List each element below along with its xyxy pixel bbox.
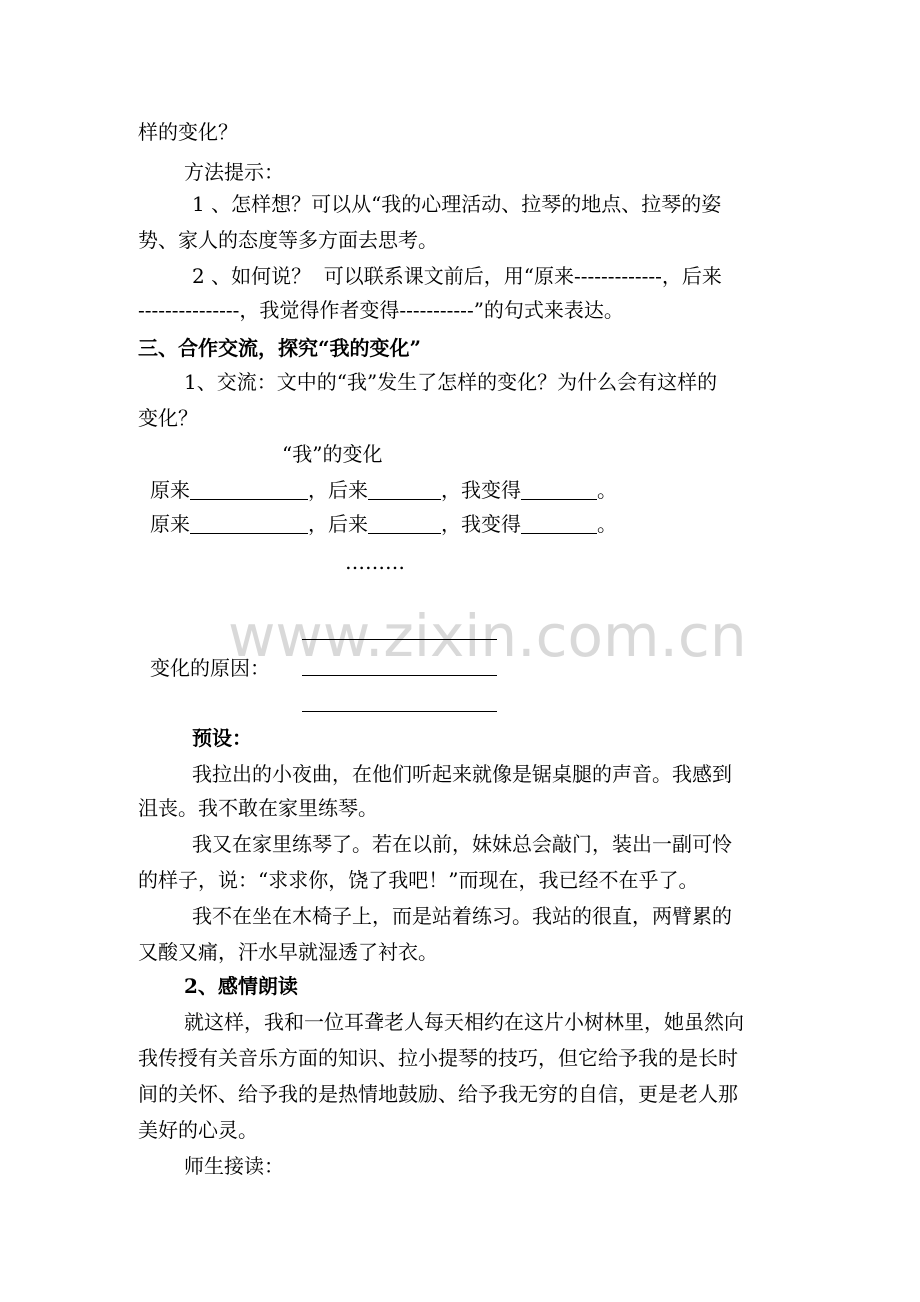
paragraph-line: 我拉出的小夜曲，在他们听起来就像是锯桌腿的声音。我感到 <box>192 762 732 786</box>
paragraph-line: 沮丧。我不敢在家里练琴。 <box>138 796 378 820</box>
paragraph-line: 2 、如何说？ 可以联系课文前后，用“原来-------------，后来 <box>192 264 722 288</box>
fill-row-label: 原来 <box>150 512 190 536</box>
fill-row-label: ，我变得 <box>441 512 521 536</box>
paragraph-line: 我传授有关音乐方面的知识、拉小提琴的技巧，但它给予我的是长时 <box>138 1046 738 1070</box>
paragraph-line: 1、交流：文中的“我”发生了怎样的变化？为什么会有这样的 <box>184 370 718 394</box>
watermark: www.zixin.com.cn <box>228 602 747 670</box>
paragraph-line: 的样子，说：“求求你，饶了我吧！”而现在，我已经不在乎了。 <box>138 868 699 892</box>
blank-underline <box>368 513 441 534</box>
preset-heading: 预设： <box>192 726 252 750</box>
table-caption: “我”的变化 <box>282 442 383 466</box>
fill-row-label: 。 <box>597 478 617 502</box>
section-heading: 三、合作交流，探究“我的变化” <box>138 336 422 360</box>
fill-row-label: ，后来 <box>308 478 368 502</box>
blank-underline <box>521 479 597 500</box>
fill-row <box>150 478 617 502</box>
fill-row <box>150 512 617 536</box>
method-hint-heading: 方法提示： <box>184 160 284 184</box>
paragraph-line: 1 、怎样想？可以从“我的心理活动、拉琴的地点、拉琴的姿 <box>192 192 722 216</box>
blank-underline <box>368 479 441 500</box>
blank-underline <box>302 675 497 676</box>
blank-underline <box>190 513 308 534</box>
section-heading: 2、感情朗读 <box>184 974 298 998</box>
paragraph-line: 间的关怀、给予我的是热情地鼓励、给予我无穷的自信，更是老人那 <box>138 1082 738 1106</box>
fill-row-label: ，我变得 <box>441 478 521 502</box>
paragraph-line: 我不在坐在木椅子上，而是站着练习。我站的很直，两臂累的 <box>192 904 732 928</box>
blank-underline <box>302 711 497 712</box>
ellipsis: ……… <box>345 550 405 574</box>
change-reason-label: 变化的原因： <box>150 656 270 680</box>
paragraph-line: 又酸又痛，汗水早就湿透了衬衣。 <box>138 940 438 964</box>
paragraph-line: 师生接读： <box>184 1154 284 1178</box>
paragraph-line: ---------------，我觉得作者变得-----------”的句式来表达。 <box>138 298 624 322</box>
paragraph-line: 我又在家里练琴了。若在以前，妹妹总会敲门，装出一副可怜 <box>192 832 732 856</box>
fill-row-label: ，后来 <box>308 512 368 536</box>
paragraph-line: 势、家人的态度等多方面去思考。 <box>138 228 438 252</box>
fill-row-label: 。 <box>597 512 617 536</box>
fill-row-label: 原来 <box>150 478 190 502</box>
paragraph-line: 样的变化？ <box>138 120 238 144</box>
paragraph-line: 变化？ <box>138 406 198 430</box>
blank-underline <box>190 479 308 500</box>
paragraph-line: 美好的心灵。 <box>138 1118 258 1142</box>
paragraph-line: 就这样，我和一位耳聋老人每天相约在这片小树林里，她虽然向 <box>184 1010 744 1034</box>
blank-underline <box>521 513 597 534</box>
blank-underline <box>302 639 497 640</box>
